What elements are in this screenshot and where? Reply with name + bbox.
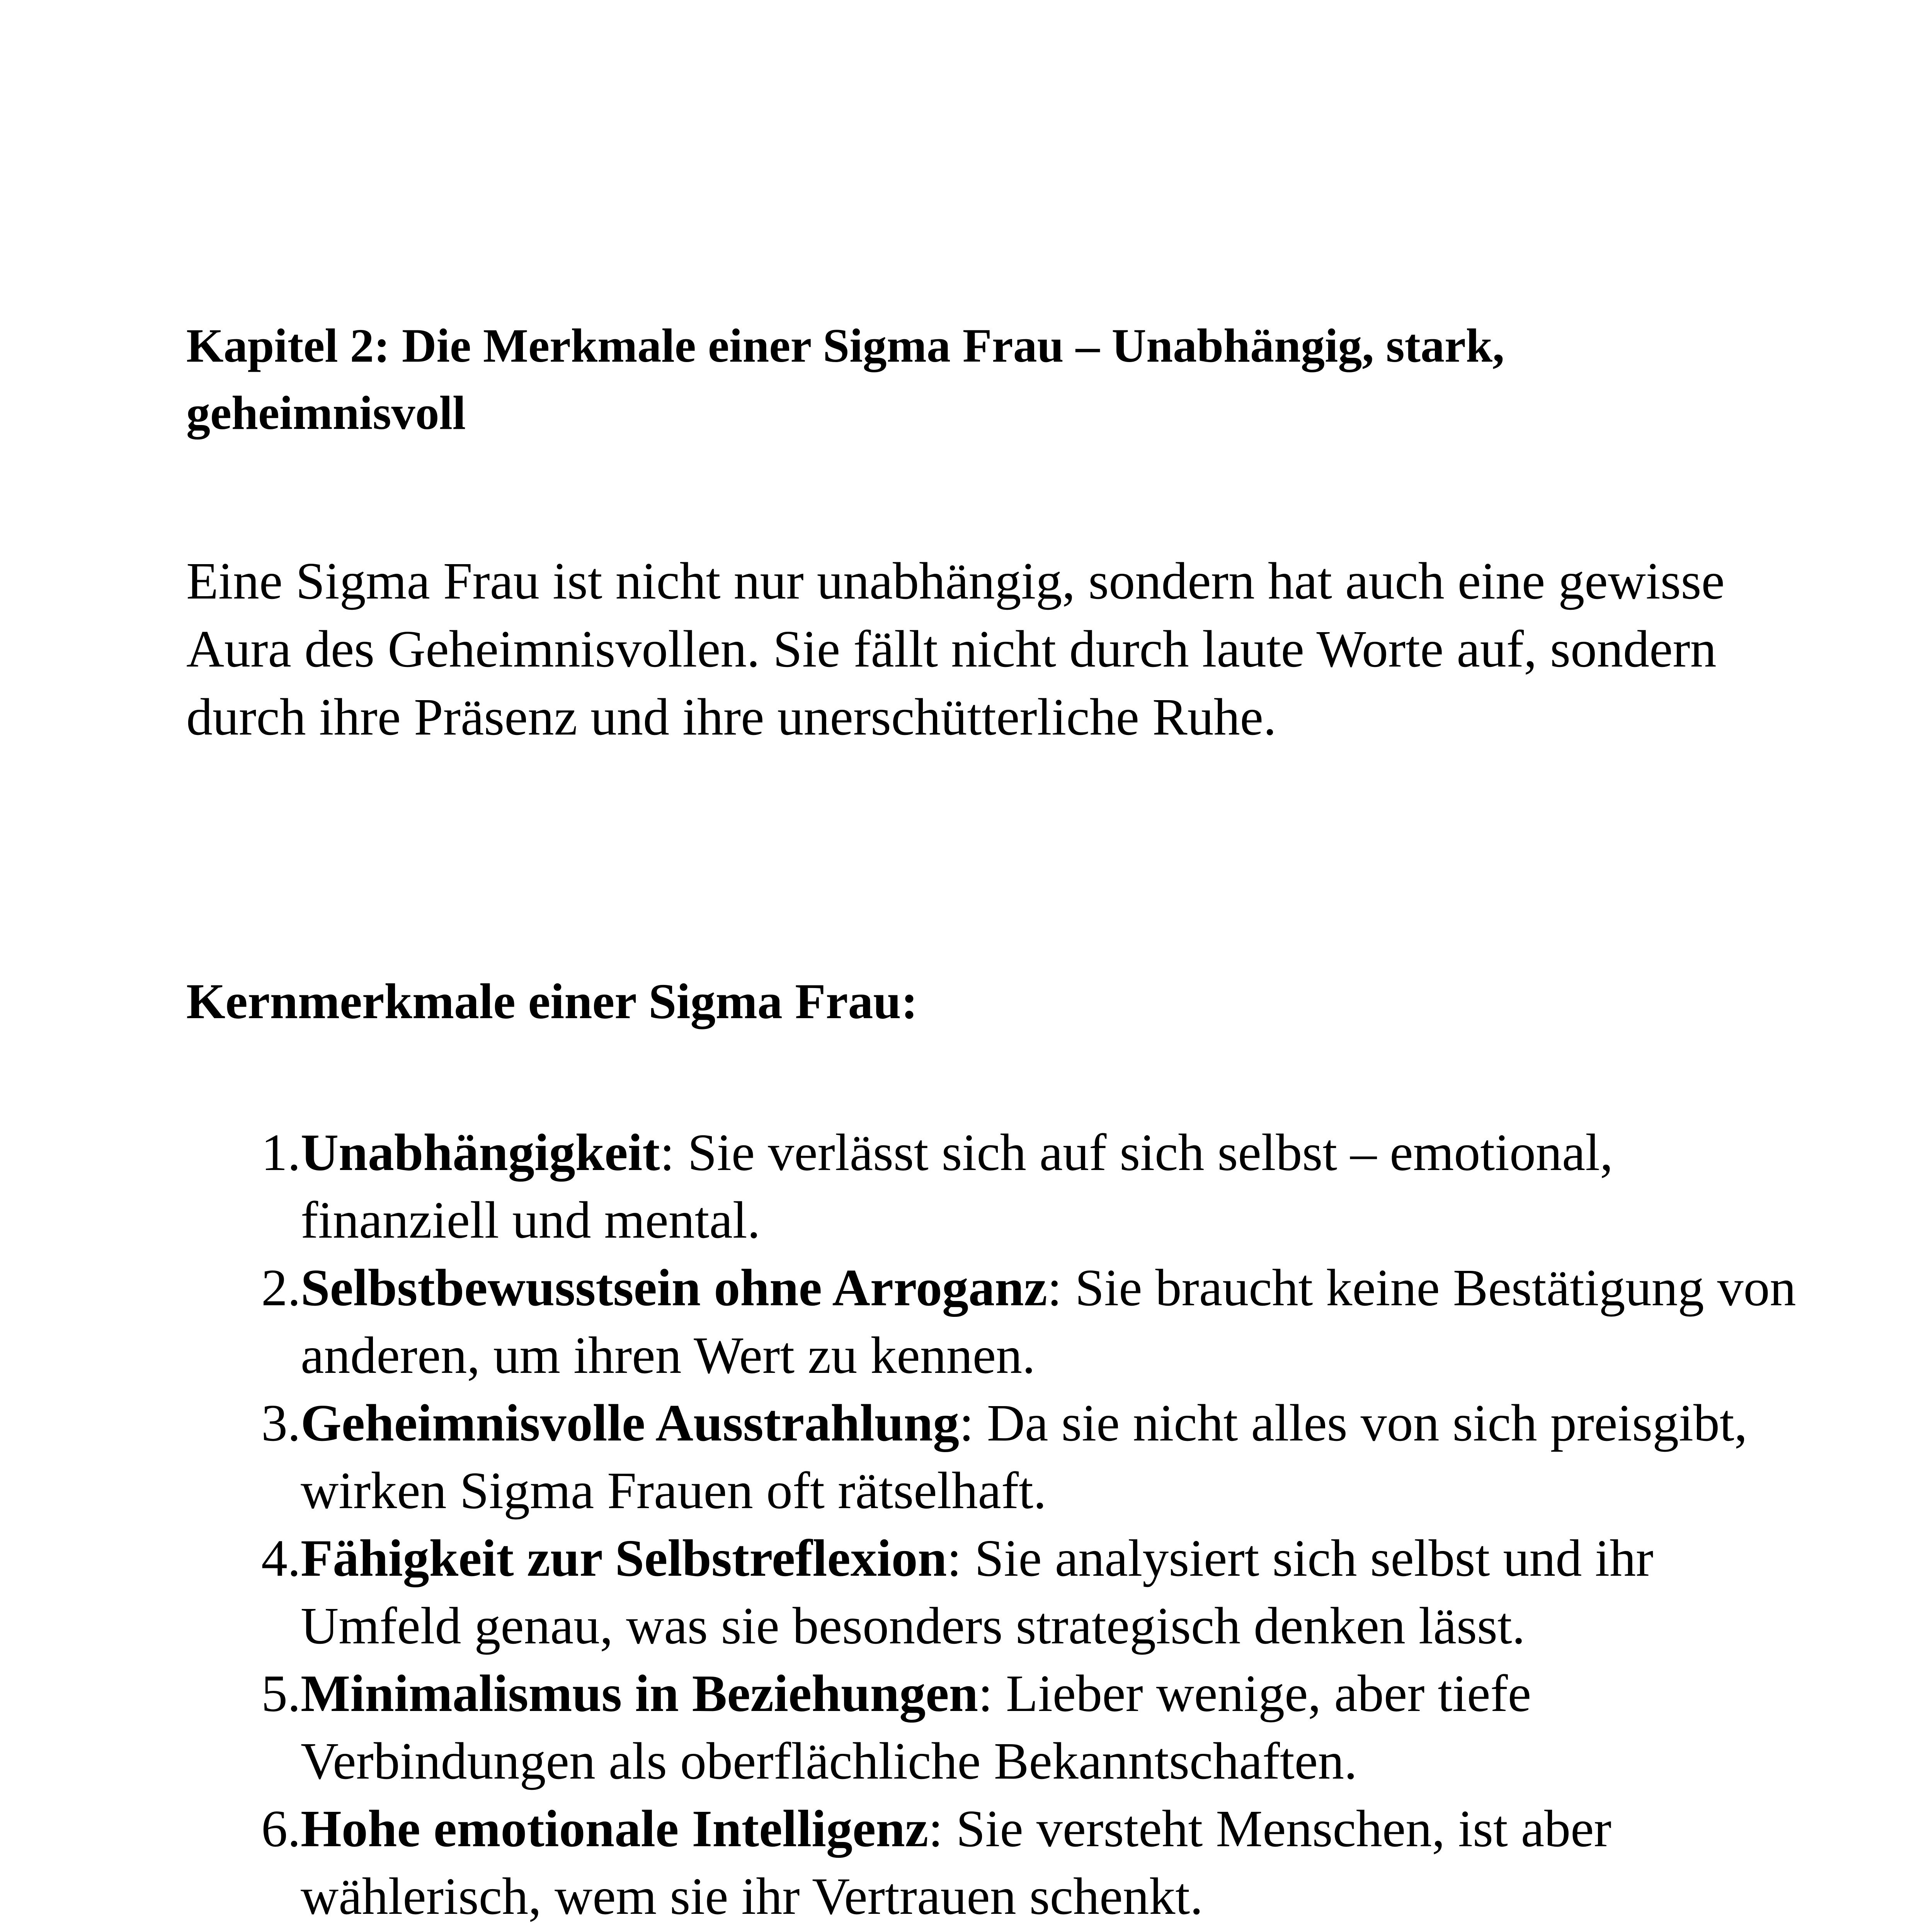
list-item-description: : Lieber wenige, aber tiefe Verbindungen als oberflächliche Bekanntschaften.	[301, 1665, 1531, 1790]
list-item-description: : Sie versteht Menschen, ist aber wählerisch, wem sie ihr Vertrauen schenkt.	[301, 1800, 1611, 1925]
list-item-description: : Sie analysiert sich selbst und ihr Umfeld genau, was sie besonders strategisch denken lässt.	[301, 1529, 1654, 1655]
list-item-term: Hohe emotionale Intelligenz	[301, 1800, 929, 1858]
list-item-term: Geheimnisvolle Ausstrahlung	[301, 1394, 960, 1452]
list-item	[186, 1119, 1809, 1254]
list-item-number: 3.	[261, 1394, 301, 1452]
list-item	[186, 1389, 1809, 1525]
intro-paragraph: Eine Sigma Frau ist nicht nur unabhängig, sondern hat auch eine gewisse Aura des Geheimnisvollen. Sie fällt nicht durch laute Worte auf, sondern durch ihre Präsenz und ihre unerschütterliche Ruhe.	[186, 552, 1725, 746]
list-item	[186, 1254, 1809, 1389]
list-item-term: Selbstbewusstsein ohne Arroganz	[301, 1259, 1047, 1317]
list-item-number: 5.	[261, 1665, 301, 1723]
list-item-number: 2.	[261, 1259, 301, 1317]
list-item-number: 6.	[261, 1800, 301, 1858]
list-item-term: Minimalismus in Beziehungen	[301, 1665, 978, 1723]
list-item-term: Unabhängigkeit	[301, 1124, 660, 1182]
list-item	[186, 1525, 1809, 1660]
trait-list	[186, 1119, 1809, 1930]
list-item	[186, 1660, 1809, 1795]
list-item-number: 1.	[261, 1124, 301, 1182]
section-heading: Kernmerkmale einer Sigma Frau:	[186, 974, 918, 1029]
list-item-description: : Sie braucht keine Bestätigung von anderen, um ihren Wert zu kennen.	[301, 1259, 1796, 1384]
list-item-term: Fähigkeit zur Selbstreflexion	[301, 1529, 947, 1587]
list-item-number: 4.	[261, 1529, 301, 1587]
chapter-title: Kapitel 2: Die Merkmale einer Sigma Frau – Unabhängig, stark, geheimnisvoll	[186, 319, 1504, 439]
list-item-description: : Da sie nicht alles von sich preisgibt, wirken Sigma Frauen oft rätselhaft.	[301, 1394, 1748, 1520]
list-item-description: : Sie verlässt sich auf sich selbst – emotional, finanziell und mental.	[301, 1124, 1613, 1249]
list-item	[186, 1795, 1809, 1930]
